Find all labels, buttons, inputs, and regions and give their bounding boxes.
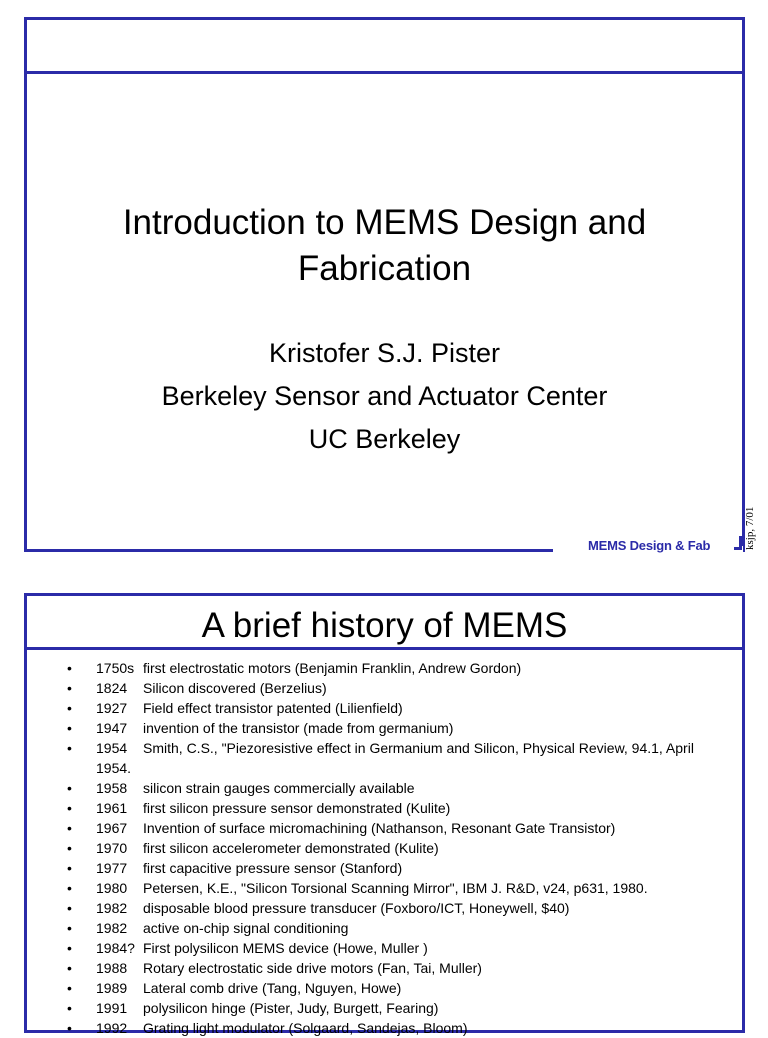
history-text: Lateral comb drive (Tang, Nguyen, Howe)	[143, 980, 402, 996]
slide-header-band	[27, 596, 742, 650]
history-item	[27, 798, 727, 818]
bullet-icon: •	[67, 980, 72, 996]
history-year: 1992	[96, 1020, 128, 1036]
slide-header-band	[27, 20, 742, 74]
history-year: 1982	[96, 920, 128, 936]
history-text: disposable blood pressure transducer (Foxboro/ICT, Honeywell, $40)	[143, 900, 570, 916]
bullet-icon: •	[67, 840, 72, 856]
title-slide	[24, 17, 745, 552]
history-year: 1988	[96, 960, 128, 976]
history-year: 1980	[96, 880, 128, 896]
history-text: first silicon accelerometer demonstrated (Kulite)	[143, 840, 439, 856]
history-year: 1958	[96, 780, 128, 796]
bullet-icon: •	[67, 800, 72, 816]
history-item	[27, 718, 727, 738]
title-line-1: Introduction to MEMS Design and	[122, 203, 647, 242]
history-item	[27, 878, 727, 898]
slide-title: A brief history of MEMS	[201, 606, 568, 645]
history-item	[27, 898, 727, 918]
history-item	[27, 858, 727, 878]
history-item	[27, 738, 716, 778]
history-year: 1961	[96, 800, 128, 816]
bullet-icon: •	[67, 780, 72, 796]
history-text: Silicon discovered (Berzelius)	[143, 680, 327, 696]
author-affiliation: Berkeley Sensor and Actuator Center	[161, 381, 608, 411]
history-list	[27, 658, 727, 1038]
footer-label: MEMS Design & Fab	[588, 538, 711, 553]
history-item	[27, 838, 727, 858]
bullet-icon: •	[67, 820, 72, 836]
history-text: silicon strain gauges commercially available	[143, 780, 415, 796]
history-item	[27, 938, 727, 958]
history-text: Rotary electrostatic side drive motors (Fan, Tai, Muller)	[143, 960, 482, 976]
history-text: Smith, C.S., "Piezoresistive effect in Germanium and Silicon, Physical Review, 94.1, April 1954.	[96, 740, 694, 776]
history-year: 1970	[96, 840, 128, 856]
bullet-icon: •	[67, 720, 72, 736]
history-text: first silicon pressure sensor demonstrated (Kulite)	[143, 800, 451, 816]
history-item	[27, 778, 727, 798]
history-year: 1984?	[96, 940, 135, 956]
history-text: Invention of surface micromachining (Nathanson, Resonant Gate Transistor)	[143, 820, 616, 836]
bullet-icon: •	[67, 900, 72, 916]
history-year: 1824	[96, 680, 128, 696]
bullet-icon: •	[67, 680, 72, 696]
title-line-2: Fabrication	[297, 249, 472, 288]
history-item	[27, 918, 727, 938]
bullet-icon: •	[67, 1020, 72, 1036]
history-year: 1954	[96, 740, 128, 756]
bullet-icon: •	[67, 860, 72, 876]
history-text: first capacitive pressure sensor (Stanford)	[143, 860, 403, 876]
bullet-icon: •	[67, 940, 72, 956]
bullet-icon: •	[67, 920, 72, 936]
bullet-icon: •	[67, 960, 72, 976]
bullet-icon: •	[67, 880, 72, 896]
bullet-icon: •	[67, 740, 72, 756]
author-name: Kristofer S.J. Pister	[268, 338, 501, 368]
author-institution: UC Berkeley	[308, 424, 461, 454]
history-item	[27, 698, 727, 718]
history-year: 1947	[96, 720, 128, 736]
history-item	[27, 958, 727, 978]
bullet-icon: •	[67, 660, 72, 676]
history-year: 1977	[96, 860, 128, 876]
history-text: invention of the transistor (made from germanium)	[143, 720, 454, 736]
history-year: 1991	[96, 1000, 128, 1016]
history-text: Petersen, K.E., "Silicon Torsional Scanning Mirror", IBM J. R&D, v24, p631, 1980.	[143, 880, 648, 896]
history-text: polysilicon hinge (Pister, Judy, Burgett, Fearing)	[143, 1000, 439, 1016]
bullet-icon: •	[67, 1000, 72, 1016]
author-block	[27, 332, 742, 461]
history-slide	[24, 593, 745, 1036]
history-item	[27, 658, 727, 678]
history-year: 1989	[96, 980, 128, 996]
history-item	[27, 818, 727, 838]
slide-title	[27, 200, 742, 292]
history-year: 1927	[96, 700, 128, 716]
footer-tick	[734, 536, 742, 550]
history-text: Field effect transistor patented (Lilienfield)	[143, 700, 403, 716]
history-text: Grating light modulator (Solgaard, Sandejas, Bloom)	[143, 1020, 468, 1036]
history-item	[27, 978, 727, 998]
bullet-icon: •	[67, 700, 72, 716]
history-text: First polysilicon MEMS device (Howe, Muller )	[143, 940, 428, 956]
history-item	[27, 1018, 727, 1038]
history-text: first electrostatic motors (Benjamin Franklin, Andrew Gordon)	[143, 660, 522, 676]
history-year: 1750s	[96, 660, 135, 676]
history-year: 1982	[96, 900, 128, 916]
history-item	[27, 678, 727, 698]
history-text: active on-chip signal conditioning	[143, 920, 349, 936]
history-year: 1967	[96, 820, 128, 836]
side-note: ksjp, 7/01	[744, 506, 756, 550]
history-item	[27, 998, 727, 1018]
